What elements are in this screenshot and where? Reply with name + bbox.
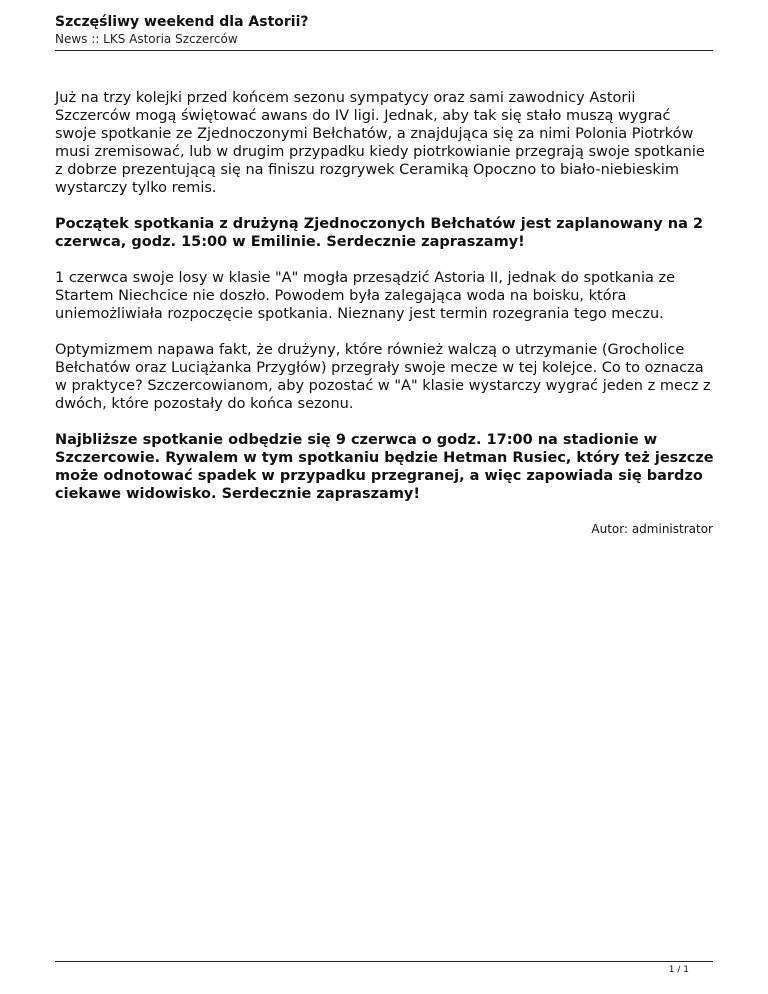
breadcrumb: News :: LKS Astoria Szczerców [55,32,238,46]
page-header [55,13,713,51]
paragraph-match-announcement: Początek spotkania z drużyną Zjednoczonych Bełchatów jest zaplanowany na 2 czerwca, godz. 15:00 w Emilinie. Serdecznie zapraszamy! [55,216,704,250]
paragraph-intro: Już na trzy kolejki przed końcem sezonu sympatycy oraz sami zawodnicy Astorii Szczerców mogą świętować awans do IV ligi. Jednak, aby tak się stało muszą wygrać swoje spotkanie ze Zjednoczonymi Bełchatów, a znajdująca się za nimi Polonia Piotrków musi zremisować, lub w drugim przypadku kiedy piotrkowianie przegrają swoje spotkanie z dobrze prezentującą się na finiszu rozgrywek Ceramiką Opoczno to biało-niebieskim wystarczy tylko remis. [55,90,705,196]
page-footer [55,961,713,976]
article-author: Autor: administrator [591,522,713,536]
paragraph-league-situation: Optymizmem napawa fakt, że drużyny, które również walczą o utrzymanie (Grocholice Bełchatów oraz Luciążanka Przygłów) przegrały swoje mecze w tej kolejce. Co to oznacza w praktyce? Szczercowianom, aby pozostać w "A" klasie wystarczy wygrać jeden z mecz z dwóch, które pozostały do końca sezonu. [55,342,711,412]
article-body [55,89,715,537]
paragraph-next-match: Najbliższe spotkanie odbędzie się 9 czerwca o godz. 17:00 na stadionie w Szczercowie. Rywalem w tym spotkaniu będzie Hetman Rusiec, który też jeszcze może odnotować spadek w przypadku przegranej, a więc zapowiada się bardzo ciekawe widowisko. Serdecznie zapraszamy! [55,432,714,502]
paragraph-reserve-team: 1 czerwca swoje losy w klasie "A" mogła przesądzić Astoria II, jednak do spotkania ze Startem Niechcice nie doszło. Powodem była zalegająca woda na boisku, która uniemożliwiała rozpoczęcie spotkania. Nieznany jest termin rozegrania tego meczu. [55,270,676,322]
article-title: Szczęśliwy weekend dla Astorii? [55,14,309,30]
page-number: 1 / 1 [668,965,689,975]
